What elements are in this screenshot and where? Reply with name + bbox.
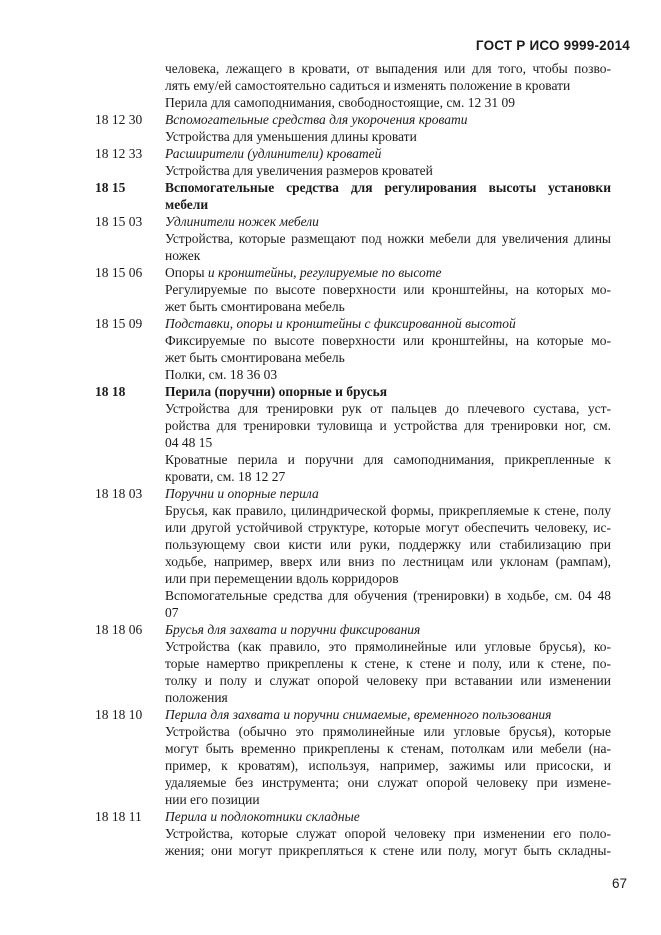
entry-text: [165, 60, 611, 111]
text-line: [165, 298, 611, 315]
entry-text: [165, 213, 611, 264]
entry-code: 18 18 03: [95, 486, 143, 501]
text-segment: жет быть смонтирована мебель: [165, 299, 345, 314]
text-line: [165, 366, 611, 383]
text-line: [165, 621, 611, 638]
text-segment: пользующему свои кисти или руки, поддержку или стабилизацию при: [165, 537, 611, 552]
entry-code: 18 18: [95, 384, 126, 399]
text-line: [165, 213, 611, 230]
text-line: [165, 536, 611, 553]
text-segment: ходьбе, например, вверх или вниз по лестницам или уклонам (рампам),: [165, 554, 611, 569]
entry-text: [165, 315, 611, 383]
text-segment: Вспомогательные средства для регулирования высоты установки: [165, 180, 611, 195]
text-line: [165, 519, 611, 536]
entry-text: [165, 808, 611, 859]
text-segment: Устройства для увеличения размеров кроватей: [165, 163, 433, 178]
text-line: [165, 672, 611, 689]
entry-row: [95, 213, 611, 264]
text-segment: и кронштейны, регулируемые по высоте: [207, 265, 442, 280]
text-line: [165, 162, 611, 179]
entry-code: 18 18 11: [95, 809, 142, 824]
entry-row: [95, 383, 611, 485]
text-line: [165, 774, 611, 791]
entry-text: [165, 706, 611, 808]
entry-code: [95, 60, 165, 111]
text-segment: лять ему/ей самостоятельно садиться и изменять положение в кровати: [165, 78, 571, 93]
text-line: [165, 434, 611, 451]
text-segment: Полки, см. 18 36 03: [165, 367, 278, 382]
text-line: [165, 417, 611, 434]
text-line: [165, 247, 611, 264]
text-segment: Перила для самоподнимания, свободностоящие, см. 12 31 09: [165, 95, 515, 110]
text-segment: или при перемещении вдоль корридоров: [165, 571, 399, 586]
text-line: [165, 808, 611, 825]
text-segment: пример, к кроватям), используя, например, зажимы или присоски, и: [165, 758, 611, 773]
text-segment: нии его позиции: [165, 792, 260, 807]
text-segment: Устройства для уменьшения длины кровати: [165, 129, 417, 144]
text-segment: Перила и подлокотники складные: [165, 809, 360, 824]
text-segment: жения; они могут прикрепляться к стене или полу, могут быть складны-: [165, 843, 611, 858]
text-line: [165, 706, 611, 723]
text-segment: кровати, см. 18 12 27: [165, 469, 286, 484]
text-line: [165, 77, 611, 94]
text-line: [165, 638, 611, 655]
text-segment: 07: [165, 605, 179, 620]
text-segment: или другой устойчивой структуре, которые могут обеспечить человеку, ис-: [165, 520, 611, 535]
text-line: [165, 264, 611, 281]
entry-row: [95, 621, 611, 706]
text-segment: толку и полу и служат опорой человеку при вставании или изменении: [165, 673, 611, 688]
text-line: [165, 587, 611, 604]
text-line: [165, 451, 611, 468]
text-line: [165, 604, 611, 621]
text-segment: Устройства, которые размещают под ножки мебели для увеличения длины: [165, 231, 611, 246]
text-line: [165, 145, 611, 162]
entry-code: 18 18 06: [95, 622, 143, 637]
text-segment: Брусья для захвата и поручни фиксирования: [165, 622, 421, 637]
text-line: [165, 570, 611, 587]
text-segment: Регулируемые по высоте поверхности или кронштейны, на которых мо-: [165, 282, 611, 297]
text-line: [165, 315, 611, 332]
entry-row: [95, 315, 611, 383]
text-segment: Перила (поручни) опорные и брусья: [165, 384, 388, 399]
text-line: [165, 128, 611, 145]
entry-code: 18 15 03: [95, 214, 143, 229]
text-line: [165, 179, 611, 196]
text-line: [165, 94, 611, 111]
text-line: [165, 468, 611, 485]
entry-code: 18 15: [95, 180, 126, 195]
text-line: [165, 825, 611, 842]
entry-text: [165, 111, 611, 145]
text-segment: человека, лежащего в кровати, от выпадения или для того, чтобы позво-: [165, 61, 611, 76]
text-segment: Устройства (обычно это прямолинейные или угловые брусья), которые: [165, 724, 611, 739]
entry-text: [165, 485, 611, 621]
text-line: [165, 485, 611, 502]
text-line: [165, 842, 611, 859]
text-line: [165, 740, 611, 757]
entry-text: [165, 145, 611, 179]
text-line: [165, 553, 611, 570]
text-segment: удаляемые без инструмента; они служат опорой человеку при измене-: [165, 775, 611, 790]
entry-code: 18 15 06: [95, 265, 143, 280]
text-segment: положения: [165, 690, 228, 705]
text-line: [165, 689, 611, 706]
text-line: [165, 791, 611, 808]
text-line: [165, 230, 611, 247]
text-segment: ножек: [165, 248, 201, 263]
text-line: [165, 383, 611, 400]
text-line: [165, 502, 611, 519]
text-segment: Расширители (удлинители) кроватей: [165, 146, 382, 161]
entry-row: [95, 111, 611, 145]
entry-row: [95, 808, 611, 859]
entry-code: 18 18 10: [95, 707, 143, 722]
text-line: [165, 400, 611, 417]
text-segment: Вспомогательные средства для обучения (тренировки) в ходьбе, см. 04 48: [165, 588, 611, 603]
text-segment: торые намертво прикреплены к стене, к стене и полу, или к стене, по-: [165, 656, 611, 671]
text-segment: могут быть временно прикреплены к стенам, потолкам или мебели (на-: [165, 741, 611, 756]
entry-text: [165, 264, 611, 315]
entry-row: [95, 179, 611, 213]
running-header: ГОСТ Р ИСО 9999-2014: [475, 38, 630, 53]
text-segment: Поручни и опорные перила: [165, 486, 319, 501]
text-line: [165, 757, 611, 774]
entry-row: [95, 60, 611, 111]
text-segment: Брусья, как правило, цилиндрической формы, прикрепляемые к стене, полу: [165, 503, 611, 518]
text-line: [165, 196, 611, 213]
text-line: [165, 349, 611, 366]
text-line: [165, 60, 611, 77]
text-line: [165, 332, 611, 349]
text-segment: Перила для захвата и поручни снимаемые, временного пользования: [165, 707, 552, 722]
entry-text: [165, 621, 611, 706]
text-segment: Устройства для тренировки рук от пальцев до плечевого сустава, уст-: [165, 401, 611, 416]
text-segment: Устройства (как правило, это прямолинейные или угловые брусья), ко-: [165, 639, 611, 654]
text-line: [165, 723, 611, 740]
entry-row: [95, 145, 611, 179]
text-line: [165, 281, 611, 298]
text-segment: Подставки, опоры и кронштейны с фиксированной высотой: [165, 316, 516, 331]
text-segment: Фиксируемые по высоте поверхности или кронштейны, на которые мо-: [165, 333, 611, 348]
text-segment: 04 48 15: [165, 435, 213, 450]
text-segment: Опоры: [165, 265, 208, 280]
text-segment: мебели: [165, 197, 209, 212]
text-segment: Вспомогательные средства для укорочения кровати: [165, 112, 468, 127]
text-segment: Удлинители ножек мебели: [165, 214, 319, 229]
entry-code: 18 15 09: [95, 316, 143, 331]
text-segment: ройства для тренировки туловища и устройства для тренировки ног, см.: [165, 418, 611, 433]
entry-row: [95, 264, 611, 315]
entry-row: [95, 706, 611, 808]
entries-container: [95, 60, 611, 859]
text-segment: Кроватные перила и поручни для самоподнимания, прикрепленные к: [165, 452, 611, 467]
entry-row: [95, 485, 611, 621]
entry-text: [165, 383, 611, 485]
entry-text: [165, 179, 611, 213]
page-number: 67: [611, 876, 627, 891]
text-line: [165, 111, 611, 128]
text-line: [165, 655, 611, 672]
text-segment: Устройства, которые служат опорой человеку при изменении его поло-: [165, 826, 611, 841]
entry-code: 18 12 30: [95, 112, 143, 127]
text-segment: жет быть смонтирована мебель: [165, 350, 345, 365]
entry-code: 18 12 33: [95, 146, 143, 161]
